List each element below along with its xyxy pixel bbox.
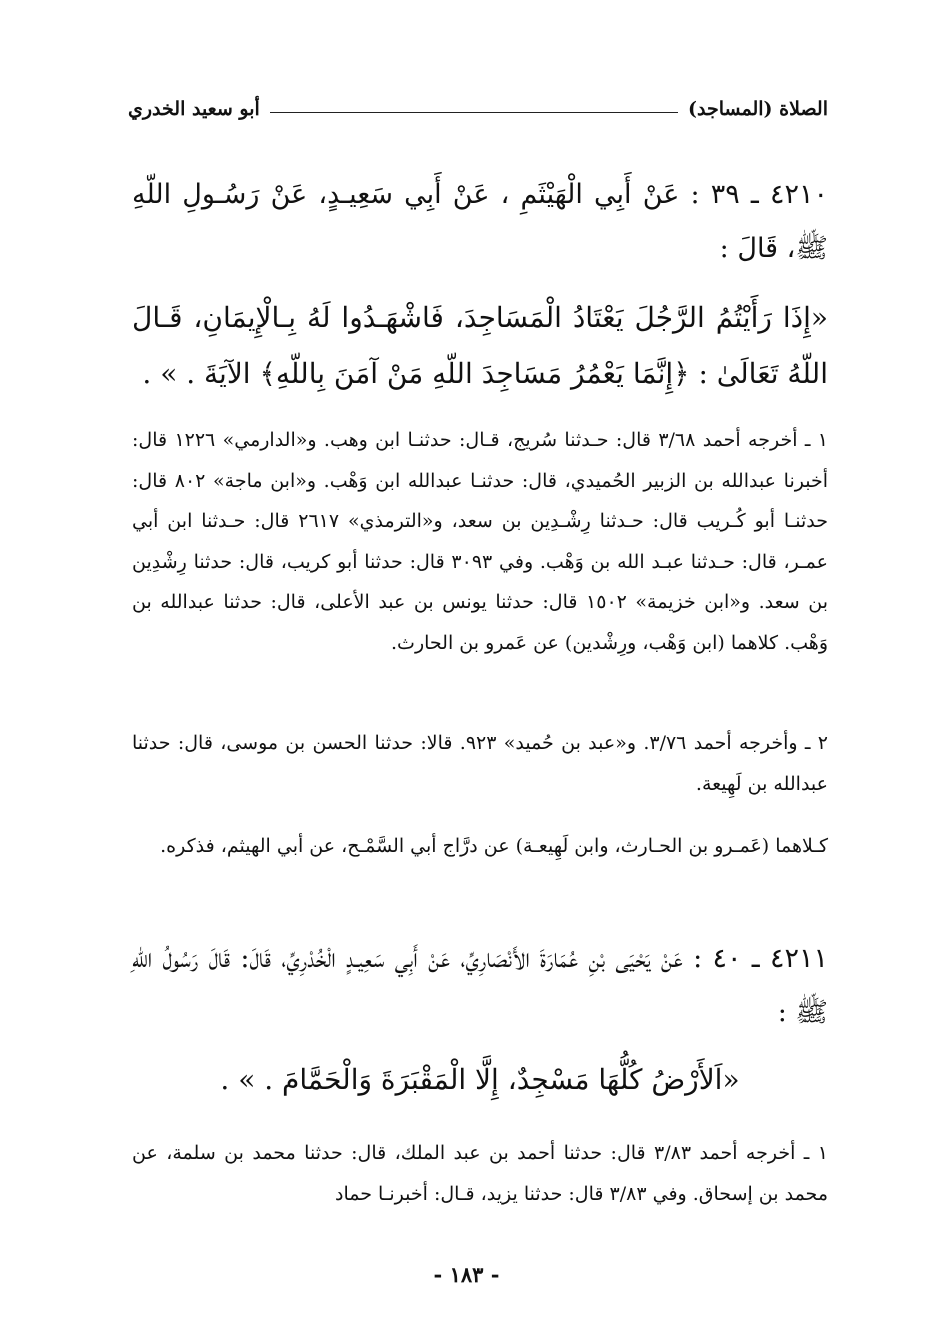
hadith-4211-takhrij-1: ١ ـ أخرجه أحمد ٣/٨٣ قال: حدثنا أحمد بن عبد الملك، قال: حدثنا محمد بن سلمة، عن محمد بن إسحاق. وفي ٣/٨٣ قال: حدثنا يزيد، قـال: أخبرنـا حماد <box>132 1142 828 1205</box>
hadith-4211-matn: «اَلأَرْضُ كُلُّهَا مَسْجِدٌ، إِلَّا الْمَقْبَرَةَ وَالْحَمَّامَ . » . <box>220 1063 740 1096</box>
header-rule <box>270 112 678 113</box>
hadith-4210-takhrij-1: ١ ـ أخرجه أحمد ٣/٦٨ قال: حـدثنا سُريج، قـال: حدثنـا ابن وهب. و«الدارمي» ١٢٢٦ قال: أخبرنا عبدالله بن الزبير الحُميدي، قال: حدثنـا عبدالله ابن وَهْب. و«ابن ماجة» ٨٠٢ قال: حدثنـا أبو كُـريب قال: حـدثنا رِشْـدِين بن سعد، و«الترمذي» ٢٦١٧ قال: حـدثنا ابن أبي عمـر، قال: حـدثنا عبـد الله بن وَهْب. وفي ٣٠٩٣ قال: حدثنا أبو كريب، قال: حدثنا رِشْدِين بن سعد. و«ابن خزيمة» ١٥٠٢ قال: حدثنا يونس بن عبد الأعلى، قال: حدثنا عبدالله بن وَهْب. كلاهما (ابن وَهْب، ورِشْدين) عن عَمرو بن الحارث. <box>132 429 829 654</box>
hadith-4210-isnad: ٤٢١٠ ـ ٣٩ : عَنْ أَبِي الْهَيْثَمِ ، عَنْ أَبِي سَعِيـدٍ، عَنْ رَسُـولِ اللّهِ ﷺ، قَالَ : <box>132 179 828 264</box>
hadith-4211-isnad: ٤٢١١ ـ ٤٠ : عَنْ يَحْيَى بْنِ عُمَارَةَ الأَنْصَارِيِّ، عَنْ أَبِي سَعِيـدٍ الْخُدْرِيِّ، قَالَ: قَالَ رَسُولُ اللّهِ ﷺ : <box>132 943 829 1028</box>
hadith-4210-takhrij-3: كـلاهما (عَمـرو بن الحـارث، وابن لَهِيعـة) عن درَّاج أبي السَّمْـح، عن أبي الهيثم، فذكره. <box>160 835 828 857</box>
header-narrator: أبو سعيد الخدري <box>128 98 260 120</box>
hadith-4210-takhrij-2: ٢ ـ وأخرجه أحمد ٣/٧٦. و«عبد بن حُميد» ٩٢٣. قالا: حدثنا الحسن بن موسى، قال: حدثنا عبدالله بن لَهِيعة. <box>132 732 828 795</box>
header-section-title: الصلاة (المساجد) <box>688 98 828 120</box>
page-number: - ١٨٣ - <box>433 1262 500 1287</box>
running-header <box>128 92 828 126</box>
hadith-4210-matn: «إِذَا رَأَيْتُمُ الرَّجُلَ يَعْتَادُ الْمَسَاجِدَ، فَاشْهَـدُوا لَهُ بِـالْإِيمَانِ، قَـالَ اللّهُ تَعَالَىٰ : ﴿إِنَّمَا يَعْمُرُ مَسَاجِدَ اللّهِ مَنْ آمَنَ بِاللّهِ﴾ الآيَةَ . » . <box>132 301 828 390</box>
